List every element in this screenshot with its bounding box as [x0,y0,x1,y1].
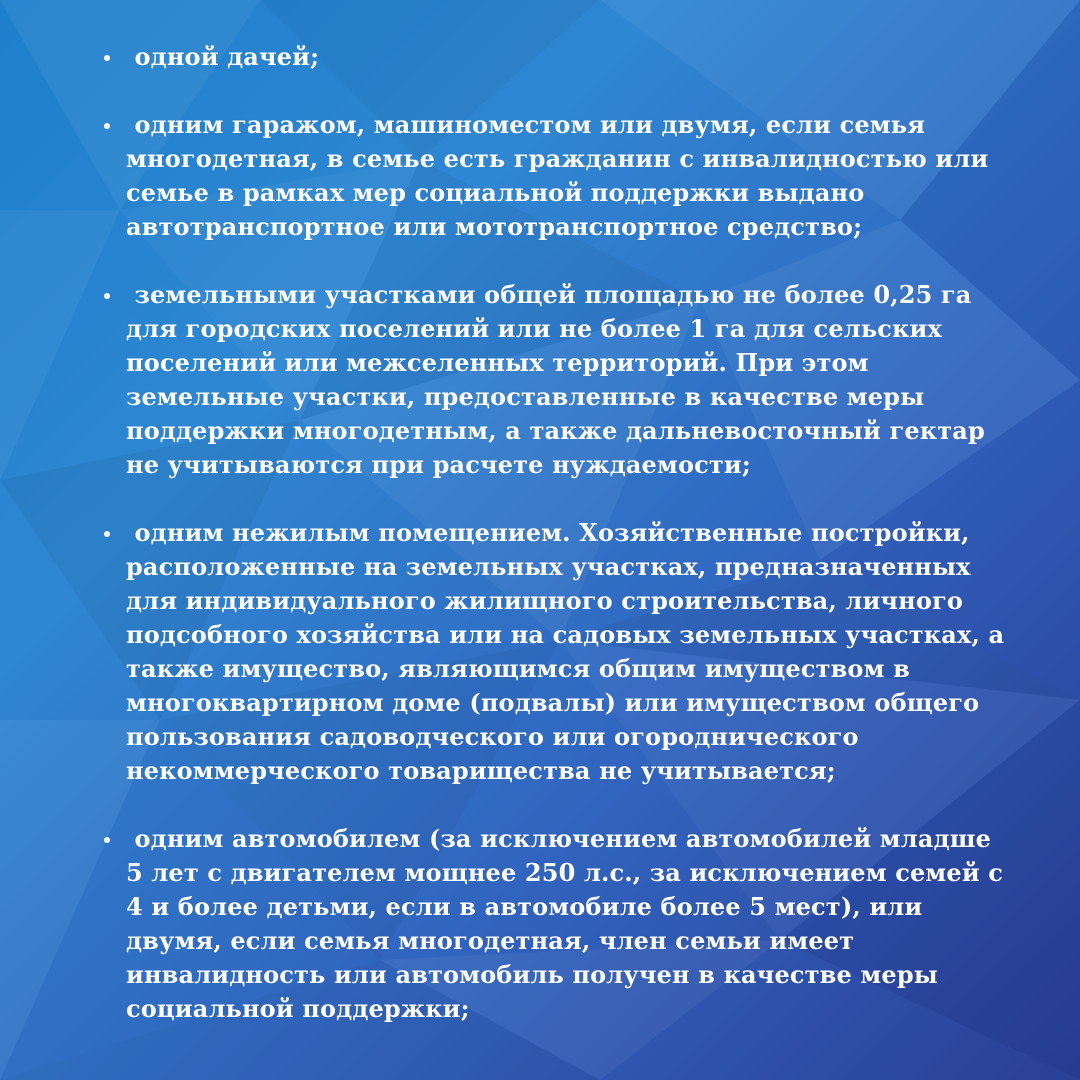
bullet-text: одним гаражом, машиноместом или двумя, если семья многодетная, в семье есть гражданин с инвалидностью или семье в рамках мер социальной поддержки выдано автотранспортное или мототранспортное средство; [126,110,989,241]
bullet-dot-icon [104,531,110,537]
bullet-item-car [100,822,1010,1026]
bullet-text: земельными участками общей площадью не более 0,25 га для городских поселений или не более 1 га для сельских поселений или межселенных территорий. При этом земельные участки, предоставленные в качестве меры поддержки многодетным, а также дальневосточный гектар не учитываются при расчете нуждаемости; [126,280,985,479]
bullet-item-nonresidential [100,516,1010,788]
bullet-dot-icon [104,837,110,843]
bullet-item-garage [100,108,1010,244]
bullet-dot-icon [104,293,110,299]
bullet-dot-icon [104,123,110,129]
bullet-item-land [100,278,1010,482]
bullet-list-panel [100,40,1010,1060]
bullet-text: одной дачей; [134,42,320,71]
property-bullet-list [100,40,1010,1026]
bullet-text: одним автомобилем (за исключением автомобилей младше 5 лет с двигателем мощнее 250 л.с., за исключением семей с 4 и более детьми, если в автомобиле более 5 мест), или двумя, если семья многодетная, член семьи имеет инвалидность или автомобиль получен в качестве меры социальной поддержки; [126,824,1004,1023]
bullet-text: одним нежилым помещением. Хозяйственные постройки, расположенные на земельных участках, предназначенных для индивидуального жилищного строительства, личного подсобного хозяйства или на садовых земельных участках, а также имущество, являющимся общим имуществом в многоквартирном доме (подвалы) или имуществом общего пользования садоводческого или огороднического некоммерческого товарищества не учитывается; [126,518,1005,785]
bullet-item-dacha [100,40,1010,74]
bullet-dot-icon [104,55,110,61]
